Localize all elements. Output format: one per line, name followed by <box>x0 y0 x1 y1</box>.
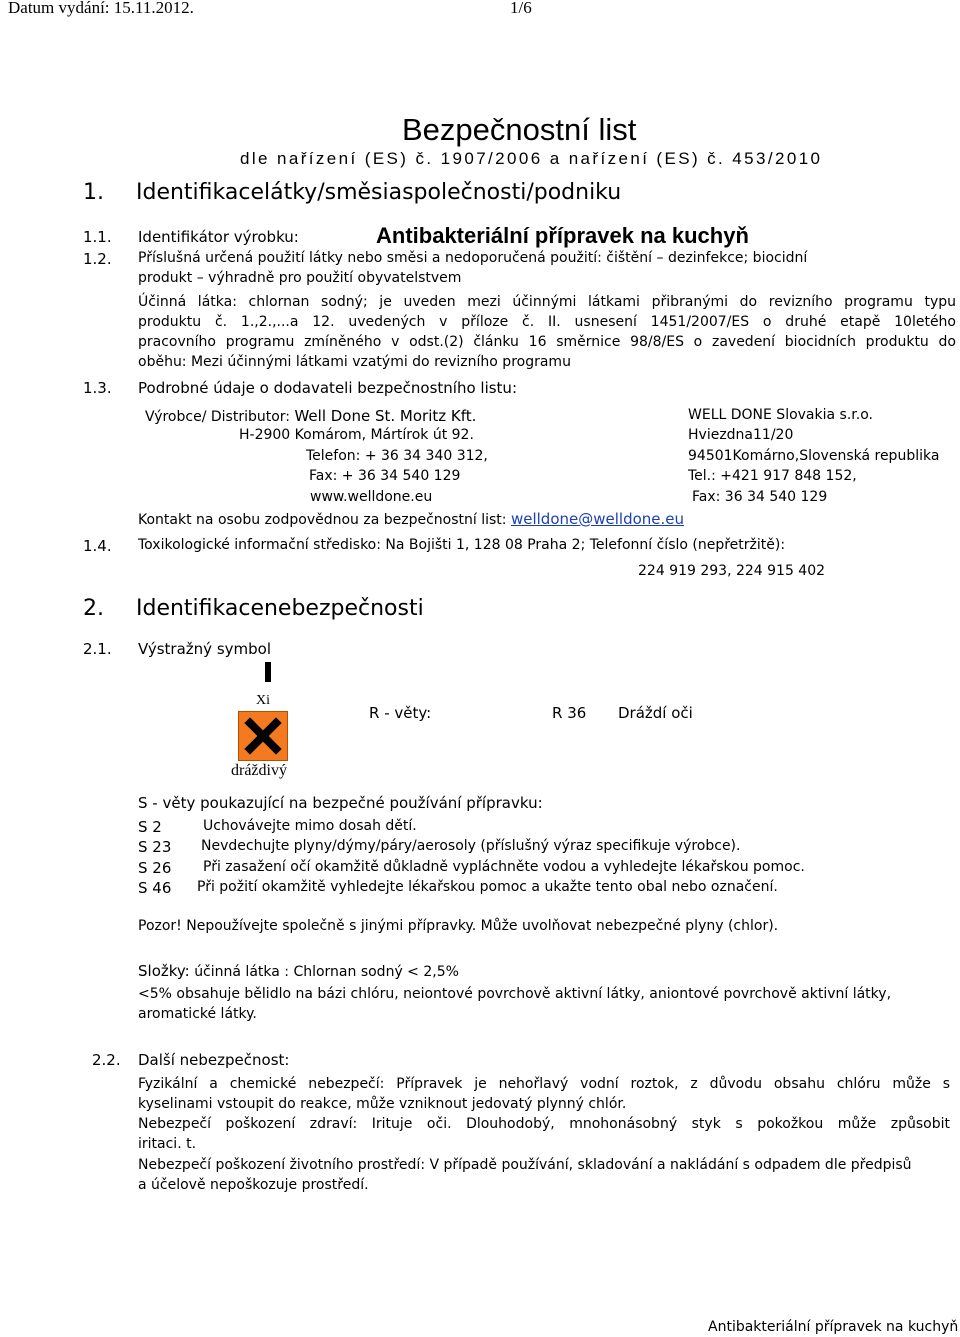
s-phrases-title-c: na <box>288 794 308 812</box>
section-2-2-number: 2.2. <box>92 1051 121 1069</box>
s-phrase-code: S 46 <box>138 879 172 897</box>
supplier-details-title: Podrobné údaje o dodavateli bezpečnostního listu: <box>138 379 517 397</box>
section-1-3-number: 1.3. <box>83 379 112 397</box>
active-substance-line4: oběhu: Mezi účinnými látkami vzatými do revizního programu <box>138 354 571 370</box>
composition-detail-line1: <5% obsahuje bělidlo na bázi chlóru, neiontové povrchově aktivní látky, aniontové povrchově aktivní látky, <box>138 986 892 1002</box>
composition-line <box>138 962 459 980</box>
physical-hazard-line1: Fyzikální a chemické nebezpečí: Přípravek je nehořlavý vodní roztok, z důvodu obsahu chlóru může s <box>138 1076 950 1092</box>
section-1-number: 1. <box>83 180 104 205</box>
toxicology-center-text: Toxikologické informační středisko: Na Bojišti 1, 128 08 Praha 2; Telefonní číslo (nepřetržitě): <box>138 537 786 553</box>
hazard-symbol-code: Xi <box>256 693 270 708</box>
environment-hazard-line2: a účelově nepoškozuje prostředí. <box>138 1177 369 1193</box>
cursor-mark <box>265 662 271 682</box>
distributor-city: 94501Komárno,Slovenská republika <box>688 448 940 464</box>
intended-use-connector: nebo <box>347 250 383 266</box>
hazard-symbol-name: dráždivý <box>231 762 287 779</box>
manufacturer-name: Well Done St. Moritz Kft. <box>294 407 477 425</box>
contact-person-line <box>138 510 684 528</box>
other-hazards-title: Další nebezpečnost: <box>138 1051 290 1069</box>
product-identifier-label: Identifikátor výrobku: <box>138 228 299 246</box>
toxicology-phones: 224 919 293, 224 915 402 <box>638 563 826 579</box>
distributor-name: WELL DONE Slovakia s.r.o. <box>688 407 873 423</box>
manufacturer-line <box>145 407 476 425</box>
r-phrases-label: R - věty: <box>369 704 432 722</box>
composition-label: Složky: <box>138 962 190 980</box>
intended-use-heading: Příslušná určená použití látky <box>138 250 343 266</box>
section-1-2-number: 1.2. <box>83 250 112 268</box>
manufacturer-fax: Fax: + 36 34 540 129 <box>309 468 461 484</box>
contact-email-link[interactable]: welldone@welldone.eu <box>510 510 685 528</box>
environment-hazard-line1: Nebezpečí poškození životního prostředí: V případě používání, skladování a nakládání s odpadem dle předpisů <box>138 1157 912 1173</box>
s-phrase-code: S 26 <box>138 859 172 877</box>
contact-person-label: Kontakt na osobu zodpovědnou za bezpečnostní list: <box>138 512 507 528</box>
r-phrase-text: Dráždí oči <box>618 704 693 722</box>
section-2-title: Identifikacenebezpečnosti <box>136 596 424 621</box>
issue-date: Datum vydání: 15.11.2012. <box>8 0 194 17</box>
r-phrase-code: R 36 <box>552 704 587 722</box>
section-1-4-number: 1.4. <box>83 537 112 555</box>
section-2-1-number: 2.1. <box>83 640 112 658</box>
section-1-title: Identifikacelátky/směsiaspolečnosti/podniku <box>136 180 622 205</box>
warning-text: Pozor! Nepoužívejte společně s jinými přípravky. Může uvolňovat nebezpečné plyny (chlor). <box>138 918 779 934</box>
health-hazard-line2: iritaci. t. <box>138 1136 197 1152</box>
active-substance-line3: pracovního programu zmíněného v odst.(2) článku 16 směrnice 98/8/ES o zavedení biocidních produktu do <box>138 334 956 350</box>
health-hazard-line1: Nebezpečí poškození zdraví: Irituje oči. Dlouhodobý, mnohonásobný styk s pokožkou může způsobit <box>138 1116 950 1132</box>
s-phrases-title-d: bezpečné používání přípravku: <box>312 794 543 812</box>
s-phrase-text: Při požití okamžitě vyhledejte lékařskou pomoc a ukažte tento obal nebo označení. <box>197 879 778 895</box>
product-name: Antibakteriální přípravek na kuchyň <box>376 223 749 248</box>
section-2-number: 2. <box>83 596 104 621</box>
active-substance-line1: Účinná látka: chlornan sodný; je uveden mezi účinnými látkami přibranými do revizního programu typu <box>138 294 956 310</box>
s-phrase-code: S 23 <box>138 838 172 856</box>
warning-symbol-title: Výstražný symbol <box>138 640 271 658</box>
s-phrase-text: Při zasažení očí okamžitě důkladně vypláchněte vodou a vyhledejte lékařskou pomoc. <box>203 859 805 875</box>
s-phrases-title <box>138 794 543 812</box>
manufacturer-address: H-2900 Komárom, Mártírok út 92. <box>239 427 474 443</box>
distributor-street: Hviezdna11/20 <box>688 427 794 443</box>
manufacturer-phone: Telefon: + 36 34 340 312, <box>306 448 488 464</box>
s-phrase-text: Nevdechujte plyny/dýmy/páry/aerosoly (příslušný výraz specifikuje výrobce). <box>201 838 741 854</box>
s-phrase-text: Uchovávejte mimo dosah dětí. <box>203 818 417 834</box>
intended-use-value: čištění – dezinfekce; biocidní <box>606 250 808 266</box>
distributor-phone: Tel.: +421 917 848 152, <box>688 468 857 484</box>
s-phrase-code: S 2 <box>138 818 162 836</box>
regulation-subtitle: dle nařízení (ES) č. 1907/2006 a nařízení (ES) č. 453/2010 <box>240 149 823 168</box>
manufacturer-label: Výrobce/ Distributor: <box>145 409 291 425</box>
intended-use-line2: produkt – výhradně pro použití obyvatelstvem <box>138 270 462 286</box>
page-number: 1/6 <box>510 0 532 17</box>
distributor-fax: Fax: 36 34 540 129 <box>692 489 828 505</box>
composition-text: účinná látka : Chlornan sodný < 2,5% <box>194 964 459 980</box>
s-phrases-title-a: S - věty <box>138 794 196 812</box>
intended-use-heading-2: směsi a nedoporučená použití: <box>386 250 602 266</box>
composition-detail-line2: aromatické látky. <box>138 1006 257 1022</box>
page-title: Bezpečnostní list <box>402 112 637 147</box>
cross-icon <box>239 712 287 760</box>
intended-use-line1 <box>138 250 807 266</box>
s-phrases-title-b: poukazující <box>200 794 285 812</box>
hazard-symbol <box>238 711 288 761</box>
footer-product-name: Antibakteriální přípravek na kuchyň <box>708 1319 959 1335</box>
active-substance-line2: produktu č. 1.,2.,...a 12. uvedených v příloze č. II. usnesení 1451/2007/ES o druhé etapě 10letého <box>138 314 956 330</box>
physical-hazard-line2: kyselinami vstoupit do reakce, může vzniknout jedovatý plynný chlór. <box>138 1096 627 1112</box>
manufacturer-website[interactable]: www.welldone.eu <box>310 489 433 505</box>
section-1-1-number: 1.1. <box>83 228 112 246</box>
